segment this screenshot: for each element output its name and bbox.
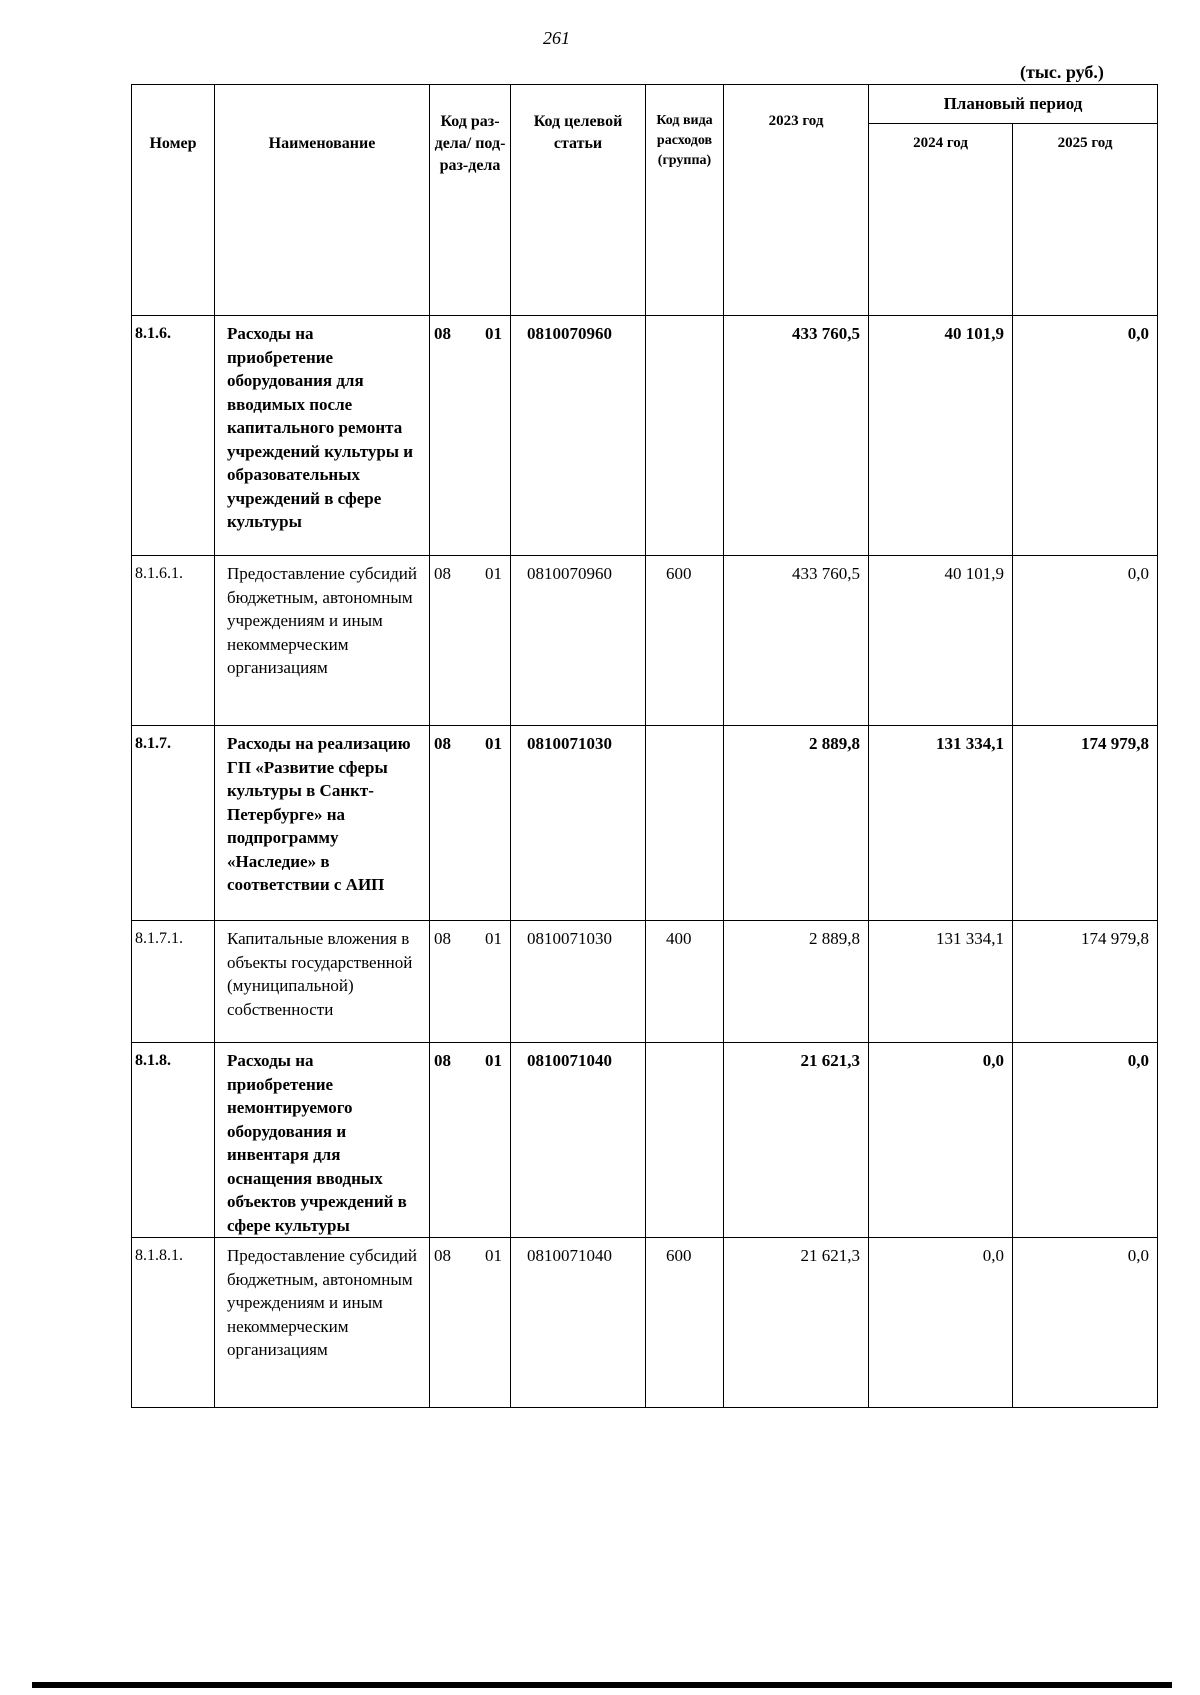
row-target-code: 0810071030 (511, 921, 646, 1043)
row-razdel (430, 1043, 511, 1238)
row-amount-2023: 2 889,8 (724, 726, 869, 921)
row-target-code: 0810070960 (511, 316, 646, 556)
header-razdel: Код раз-дела/ под-раз-дела (430, 85, 511, 316)
budget-table (131, 84, 1158, 1408)
table-body (132, 316, 1158, 1408)
row-amount-2024: 131 334,1 (869, 726, 1013, 921)
page-number: 261 (543, 28, 570, 48)
header-name: Наименование (215, 85, 430, 316)
row-amount-2025: 0,0 (1013, 556, 1158, 726)
row-amount-2025: 0,0 (1013, 316, 1158, 556)
row-number: 8.1.6.1. (132, 556, 215, 726)
row-amount-2024: 0,0 (869, 1043, 1013, 1238)
row-number: 8.1.6. (132, 316, 215, 556)
row-razdel (430, 921, 511, 1043)
row-razdel (430, 1238, 511, 1408)
row-amount-2023: 433 760,5 (724, 316, 869, 556)
header-number: Номер (132, 85, 215, 316)
row-podrazdel-code: 01 (485, 1246, 502, 1265)
row-target-code: 0810071040 (511, 1043, 646, 1238)
row-name: Расходы на приобретение оборудования для вводимых после капитального ремонта учреждений культуры и образовательных учреждений в сфере культуры (215, 316, 430, 556)
table-row (132, 1238, 1158, 1408)
row-expense-type (646, 1043, 724, 1238)
bottom-rule (32, 1682, 1172, 1688)
row-amount-2024: 0,0 (869, 1238, 1013, 1408)
row-podrazdel-code: 01 (485, 1051, 502, 1070)
row-target-code: 0810071040 (511, 1238, 646, 1408)
table-row (132, 556, 1158, 726)
row-amount-2024: 40 101,9 (869, 556, 1013, 726)
row-name: Предоставление субсидий бюджетным, автономным учреждениям и иным некоммерческим организациям (215, 556, 430, 726)
row-expense-type: 400 (646, 921, 724, 1043)
units-label: (тыс. руб.) (1020, 62, 1104, 82)
row-razdel-code: 08 (434, 1246, 451, 1265)
row-name: Расходы на реализацию ГП «Развитие сферы культуры в Санкт-Петербурге» на подпрограмму «Наследие» в соответствии с АИП (215, 726, 430, 921)
row-amount-2025: 174 979,8 (1013, 921, 1158, 1043)
row-podrazdel-code: 01 (485, 734, 502, 753)
table-header (132, 85, 1158, 316)
table-row (132, 316, 1158, 556)
row-target-code: 0810071030 (511, 726, 646, 921)
header-2023: 2023 год (724, 85, 869, 316)
row-amount-2025: 174 979,8 (1013, 726, 1158, 921)
header-plan-period: Плановый период (869, 85, 1158, 124)
row-podrazdel-code: 01 (485, 929, 502, 948)
row-number: 8.1.8.1. (132, 1238, 215, 1408)
row-number: 8.1.7. (132, 726, 215, 921)
row-amount-2024: 40 101,9 (869, 316, 1013, 556)
row-name: Капитальные вложения в объекты государственной (муниципальной) собственности (215, 921, 430, 1043)
row-razdel (430, 316, 511, 556)
row-amount-2023: 21 621,3 (724, 1043, 869, 1238)
header-2025: 2025 год (1013, 124, 1158, 316)
row-name: Расходы на приобретение немонтируемого оборудования и инвентаря для оснащения вводных объектов учреждений в сфере культуры (215, 1043, 430, 1238)
row-amount-2023: 2 889,8 (724, 921, 869, 1043)
row-target-code: 0810070960 (511, 556, 646, 726)
row-expense-type (646, 316, 724, 556)
table-row (132, 726, 1158, 921)
row-amount-2024: 131 334,1 (869, 921, 1013, 1043)
row-number: 8.1.7.1. (132, 921, 215, 1043)
header-2024: 2024 год (869, 124, 1013, 316)
row-number: 8.1.8. (132, 1043, 215, 1238)
row-razdel-code: 08 (434, 564, 451, 583)
row-podrazdel-code: 01 (485, 564, 502, 583)
row-razdel (430, 556, 511, 726)
table-row (132, 921, 1158, 1043)
row-expense-type (646, 726, 724, 921)
row-amount-2025: 0,0 (1013, 1238, 1158, 1408)
row-amount-2023: 21 621,3 (724, 1238, 869, 1408)
row-amount-2025: 0,0 (1013, 1043, 1158, 1238)
header-expense-type: Код вида расходов (группа) (646, 85, 724, 316)
row-razdel-code: 08 (434, 734, 451, 753)
row-expense-type: 600 (646, 1238, 724, 1408)
row-razdel (430, 726, 511, 921)
row-amount-2023: 433 760,5 (724, 556, 869, 726)
row-razdel-code: 08 (434, 324, 451, 343)
table-row (132, 1043, 1158, 1238)
row-name: Предоставление субсидий бюджетным, автономным учреждениям и иным некоммерческим организациям (215, 1238, 430, 1408)
row-razdel-code: 08 (434, 1051, 451, 1070)
row-podrazdel-code: 01 (485, 324, 502, 343)
header-target-article: Код целевой статьи (511, 85, 646, 316)
row-expense-type: 600 (646, 556, 724, 726)
row-razdel-code: 08 (434, 929, 451, 948)
